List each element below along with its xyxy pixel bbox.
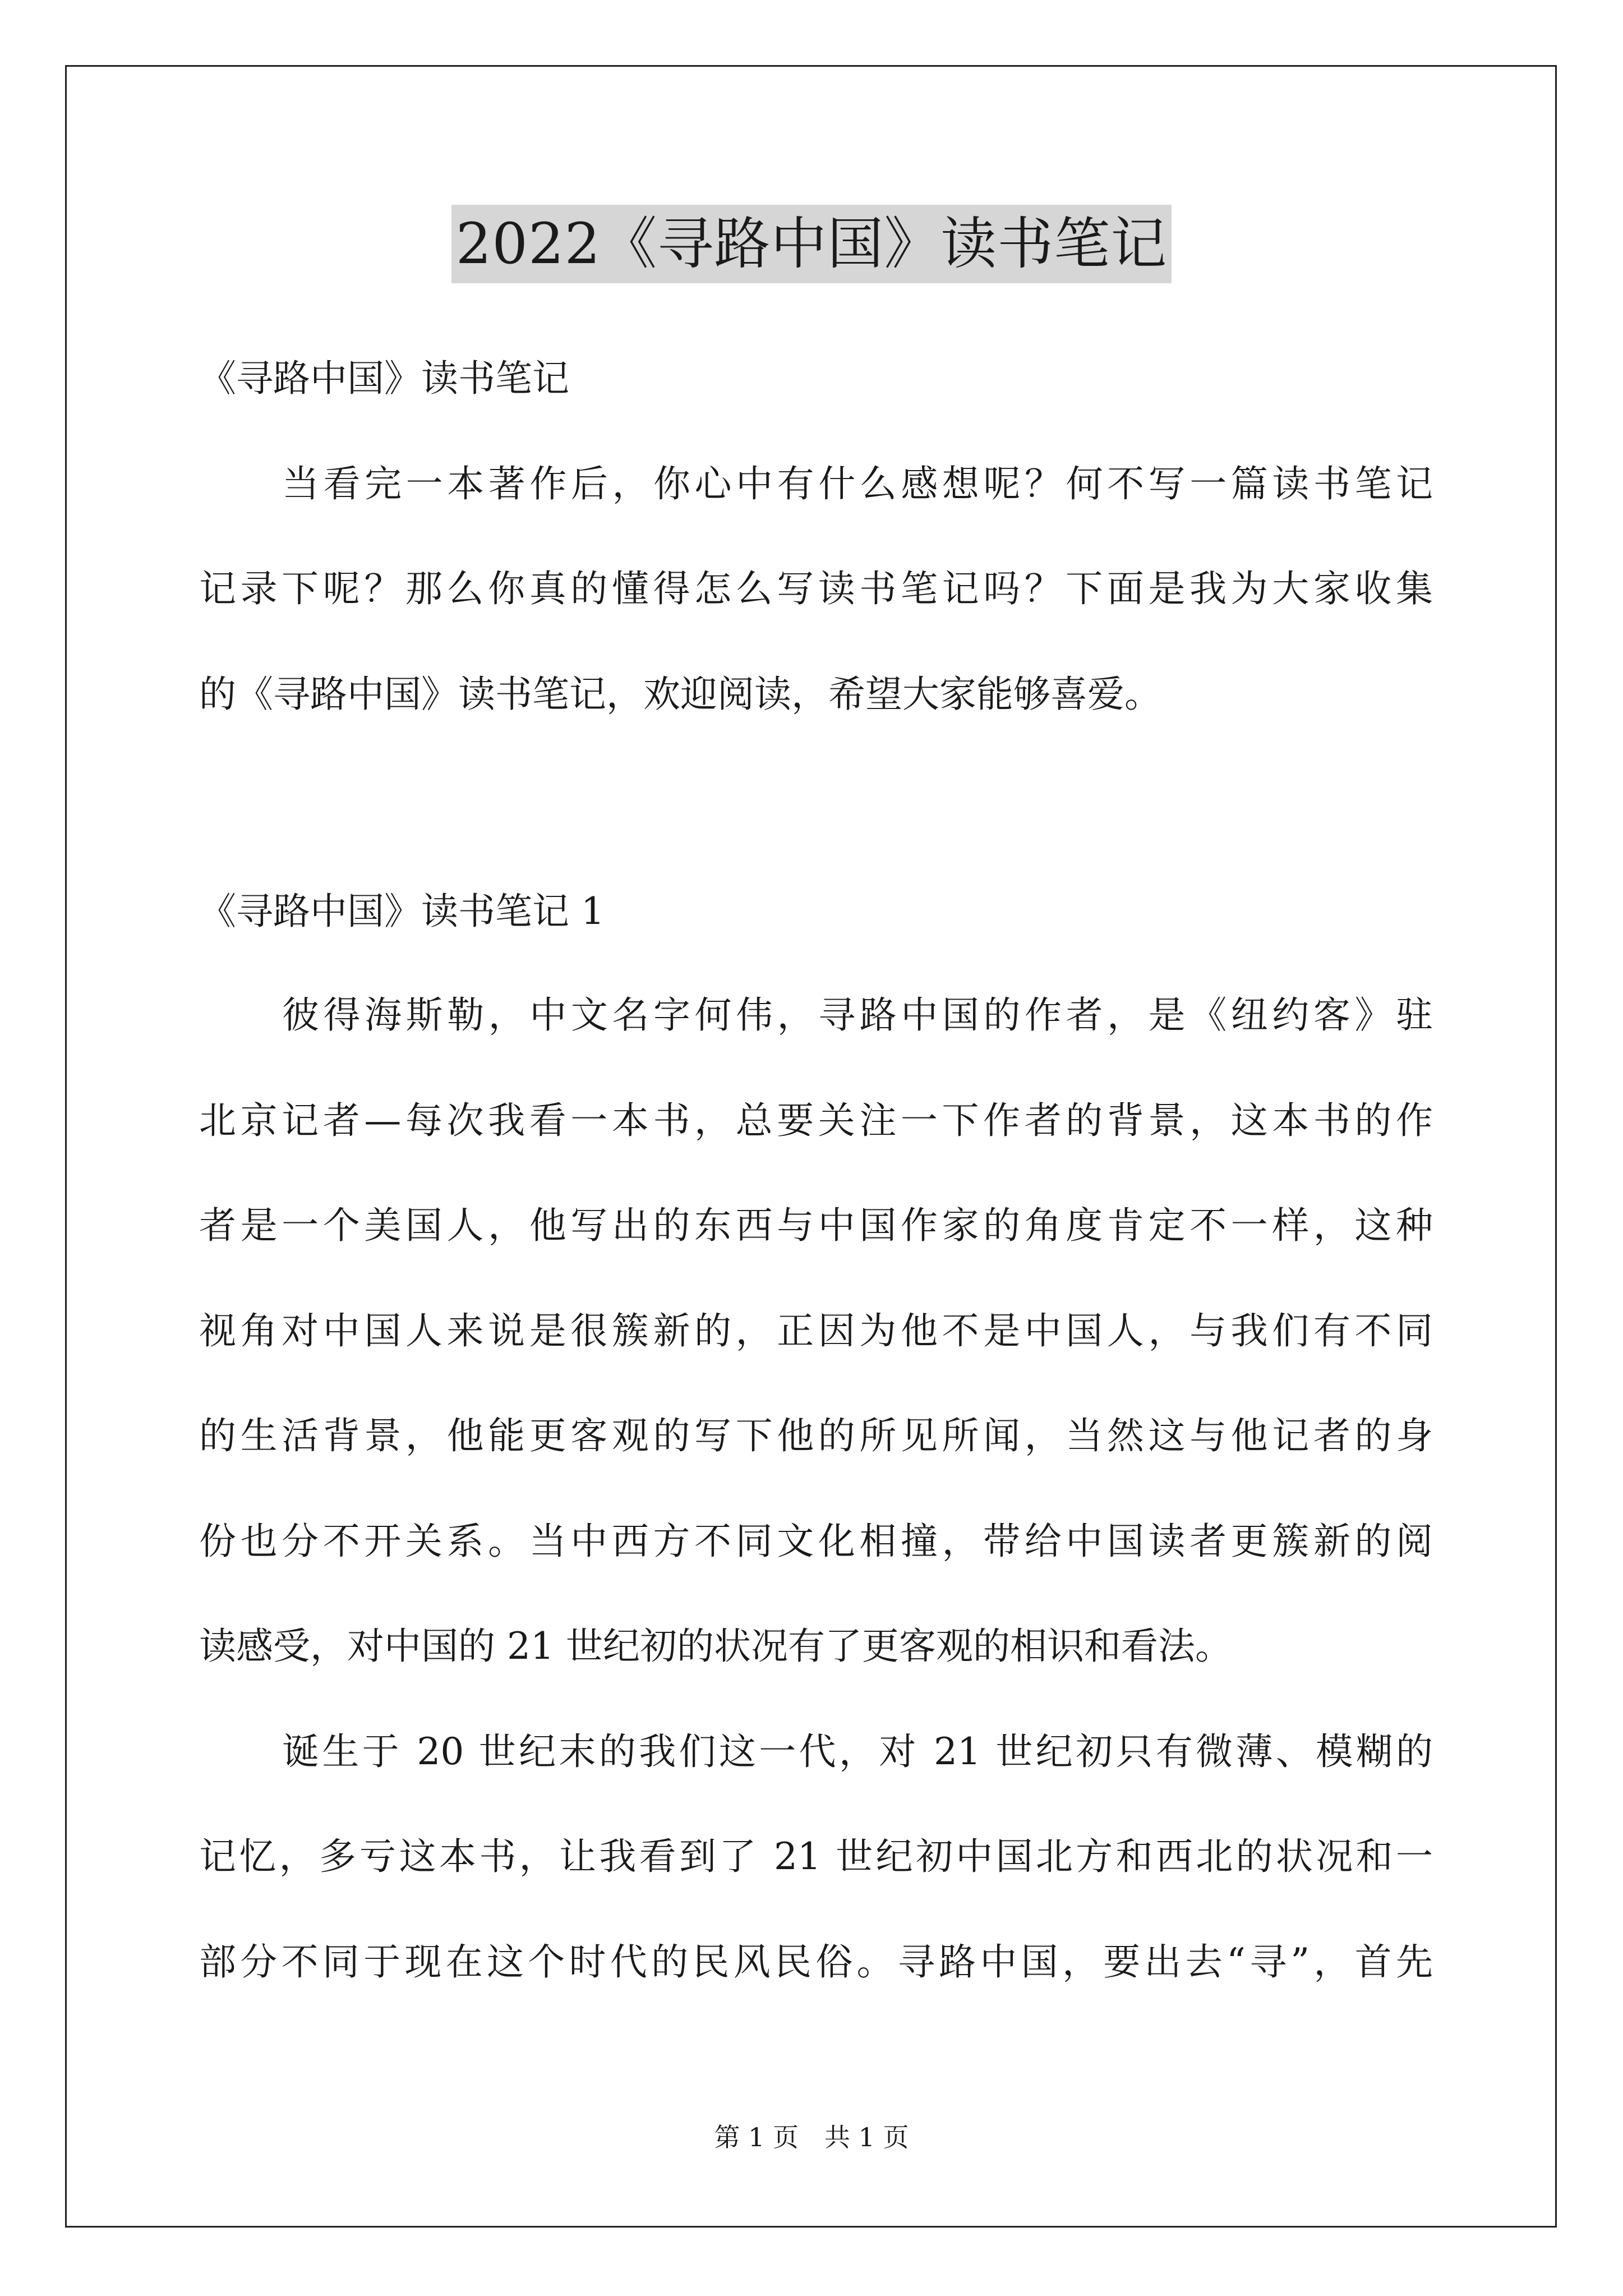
paragraph-line: 份也分不开关系。当中西方不同文化相撞，带给中国读者更簇新的阅	[199, 1520, 1433, 1563]
intro-line: 的《寻路中国》读书笔记，欢迎阅读，希望大家能够喜爱。	[199, 673, 1161, 716]
paragraph-line: 者是一个美国人，他写出的东西与中国作家的角度肯定不一样，这种	[199, 1204, 1433, 1247]
paragraph-line: 的生活背景，他能更客观的写下他的所见所闻，当然这与他记者的身	[199, 1414, 1433, 1457]
paragraph-line: 读感受，对中国的 21 世纪初的状况有了更客观的相识和看法。	[199, 1625, 1232, 1668]
paragraph-line: 诞生于 20 世纪末的我们这一代，对 21 世纪初只有微薄、模糊的	[282, 1730, 1433, 1773]
document-title: 2022《寻路中国》读书笔记	[451, 205, 1172, 283]
intro-line: 当看完一本著作后，你心中有什么感想呢？何不写一篇读书笔记	[282, 462, 1433, 505]
title-block	[0, 205, 1623, 283]
paragraph-line: 部分不同于现在这个时代的民风民俗。寻路中国，要出去“寻”，首先	[199, 1940, 1433, 1984]
page-footer: 第 1 页 共 1 页	[714, 2122, 909, 2152]
subtitle: 《寻路中国》读书笔记	[199, 357, 569, 400]
intro-line: 记录下呢？那么你真的懂得怎么写读书笔记吗？下面是我为大家收集	[199, 567, 1433, 610]
section-heading: 《寻路中国》读书笔记 1	[199, 890, 605, 933]
paragraph-line: 北京记者—每次我看一本书，总要关注一下作者的背景，这本书的作	[199, 1099, 1433, 1142]
paragraph-line: 记忆，多亏这本书，让我看到了 21 世纪初中国北方和西北的状况和一	[199, 1835, 1433, 1878]
paragraph-line: 视角对中国人来说是很簇新的，正因为他不是中国人，与我们有不同	[199, 1309, 1433, 1352]
paragraph-line: 彼得海斯勒，中文名字何伟，寻路中国的作者，是《纽约客》驻	[282, 993, 1433, 1037]
